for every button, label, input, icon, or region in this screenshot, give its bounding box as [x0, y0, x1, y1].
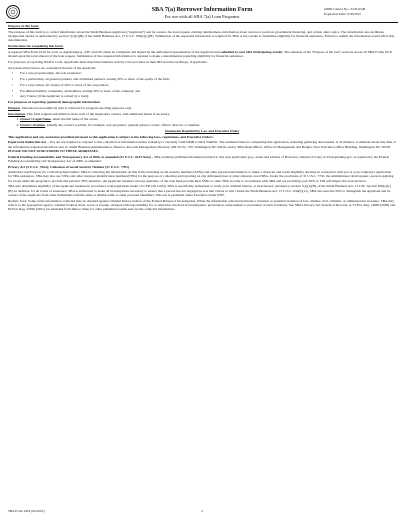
routine-uses-label: Routine Uses: [8, 198, 27, 203]
instructions-heading: Instructions for completing this form:: [8, 43, 64, 48]
instructions-p1-b: . The amounts of the "Purpose of the loan" sections across all SBA Forms 1919 should equal the total amount of the loan request. Submission of the requested information is required to make a determination regarding eligibility for financial assistance.: [8, 49, 392, 58]
owners-list-item: • For a corporation, all owners of 20% or more of the corporation;: [20, 83, 396, 87]
ffata-paragraph: [8, 155, 396, 163]
demographic-item-title: Owner's Legal Name: [20, 117, 51, 122]
demographic-description-text: . This form requests information about each of the Applicant's owners. Add additional sheets if necessary.: [25, 111, 171, 116]
demographic-item-position: [20, 123, 396, 127]
statements-heading: Statements Required by Law and Executive Order: [164, 128, 240, 133]
form-subtitle: For use with all SBA 7(a) Loan Programs: [164, 14, 240, 19]
demographic-items: [8, 117, 396, 127]
demographic-purpose-text: . Veteran/sex/race/ethnicity data is collected for program reporting purposes only.: [20, 105, 132, 110]
owners-list-item: • For limited liability companies, all members owning 20% or more of the company; and: [20, 89, 396, 93]
paperwork-reduction-paragraph: [8, 140, 396, 152]
demographic-description-label: Description: [8, 111, 25, 116]
instructions-paragraph-1: [8, 50, 396, 58]
header-divider: [6, 22, 398, 23]
demographic-purpose-label: Purpose: [8, 105, 21, 110]
demographic-purpose: [8, 106, 396, 110]
footer-form-id: SBA Form 1919 (02/2025): [8, 509, 45, 513]
purpose-text: The purpose of this form is to collect information about the Small Business Applicant ("Applicant") and its owners, the loan request, existing indebtedness, information about current or previous government financing, and certain other topics. The information also facilitates background checks as authorized by section 7(a)(1)(B) of the Small Business Act, 15 U.S.C. 636(a)(1)(B). Submission of the requested information is required for SBA or the Lender to determine eligibility for financial assistance. Failure to submit the information would affect that determination.: [8, 29, 395, 43]
owners-list: [8, 71, 396, 98]
owners-list-item: • Any Trustor (if the Applicant is owned by a trust).: [20, 94, 396, 98]
demographic-item-text: . Insert the full name of the owner.: [50, 117, 99, 122]
privacy-heading: Privacy Act (5 U.S.C. 552a); Collection of Social Security Number (31 U.S.C. 7701): [8, 164, 129, 169]
paperwork-bold: PLEASE DO NOT SEND FORMS TO THESE ADDRESSES.: [8, 148, 99, 153]
owners-list-item: • For a partnership, all general partners, and all limited partners owning 20% or more of the equity of the firm;: [20, 77, 396, 81]
paperwork-heading: Paperwork Reduction Act: [8, 140, 47, 145]
expiration-date: Expiration Date: 6/30/2027: [324, 12, 362, 16]
statements-intro: This application and any assistance provided pursuant to this application is subject to the following laws, regulations, and Executive Orders:: [8, 134, 214, 139]
purpose-heading: Purpose of this form:: [8, 24, 40, 28]
demographic-description: [8, 112, 396, 116]
routine-uses-text: : Some of the information collected may be checked against criminal history indices of the Federal Bureau of Investigation. When the information collected indicates a violation or potential violation of law, whether civil, criminal, or administrative in nature, SBA may refer it to the appropriate agency, whether Federal, State, local, or foreign, charged with responsibility for or otherwise involved in investigation, prosecution, enforcement or prevention of such violations. See SBA's Privacy Act System of Records, at 74 Fed. Reg. 14890 (2009) and 82 Fed. Reg. 23026 (2021) (as amended from time to time) for other published routine uses for the collected information.: [8, 198, 396, 211]
paperwork-text: – You are not required to respond to this collection of information unless it displays a currently valid OMB Control Number. The estimated time for completing this application, including gathering data needed, is 31 minutes. Comments about this time or the information requested should be sent to: Small Business Administration, Director, Records Management Division, 409 3rd St., SW, Washington DC 20416, and/or SBA Desk Officer, Office of Management and Budget, New Executive Office Building, Washington DC 20503.: [8, 140, 396, 149]
form-title: SBA 7(a) Borrower Information Form: [151, 6, 253, 13]
privacy-italic-label: Authorities and Purpose for Collecting Information: [8, 170, 79, 175]
owners-list-item: • For a sole proprietorship, the sole proprietor;: [20, 71, 396, 75]
ffata-heading: Federal Funding Accountability and Transparency Act of 2006, as amended (31 U.S.C. 6101 Note): [8, 154, 151, 159]
demographic-heading: For purposes of reporting (optional) demographic information:: [8, 100, 101, 105]
privacy-paragraph-1: [8, 170, 396, 182]
routine-uses-paragraph: [8, 199, 396, 211]
demographic-item-legal-name: [20, 117, 396, 121]
demographic-item-title: Owner's Position: [20, 123, 46, 128]
demographic-item-text: . Identify the owner's position; for example, sole proprietor; general partner; owner; officer; director; or member.: [45, 123, 201, 128]
ffata-text: - SBA routinely publishes information related to this loan application (e.g., name and address of Borrower, amount of loan) on USAspending.gov, as required by the Federal Funding Accountability and Transparency Act of 2006, as amended.: [8, 154, 390, 163]
instructions-paragraph-2: For purposes of reporting NAICS Code, Applicants must match the business activity code provided on their IRS income tax filings, if applicable.: [8, 59, 208, 64]
instructions-p1-a: A separate SBA Form 1919 for each co-Applicant(e.g., EPC and OC) must be completed and signed by the authorized representative of the Applicant and: [8, 49, 221, 54]
privacy-text: : SBA is collecting the information on this form, including social security numbers (SSNs) and other personal information, to make a character and credit eligibility decision in connection with you or your company's application for SBA assistance. SBA may also use SSNs and other taxpayer identification numbers(TINs) for the purpose of collecting and reporting on any delinquent fees or other amounts owed SBA. Under the provisions of 31 U.S.C. 7701, the Administrator shall require a person applying for a loan under the program to provide that person's TIN; therefore, the Applicant business and any guarantor of the loan must provide their SSNs or other TINs in order to do business with SBA and not providing your SSN or TIN will impact the loan decision.: [8, 170, 394, 183]
instructions-p1-emphasis: submitted to your SBA Participating Lender: [220, 49, 283, 54]
instructions-paragraph-3: All parties listed below are considered Owners of the Applicant:: [8, 65, 97, 70]
main-content: [8, 24, 396, 213]
footer-page-number: 5: [201, 509, 203, 513]
privacy-paragraph-2: SBA also determines eligibility of the Applicant business in accordance with regulations under 13 CFR 120.110(n). SBA is specifically authorized to verify your criminal history, or lack thereof, pursuant to section 7(a)(1)(B), of the Small Business Act, 15 USC Section 636(a)(1)(B). In addition, for all forms of assistance, SBA is authorized to make all investigations necessary to ensure that a person has not engaged in acts that violate or will violate the Small Business Act, 15 U.S.C. 634(b)(11). SBA also uses the SSN to distinguish the Applicant and its owners of the Applicant from other individuals with the same or similar name or other personal identifiers. This use is permitted under Executive Order 9397.: [8, 184, 391, 197]
omb-control-number: OMB Control No.: 3245-0348: [324, 7, 366, 11]
omb-info: [324, 7, 394, 17]
